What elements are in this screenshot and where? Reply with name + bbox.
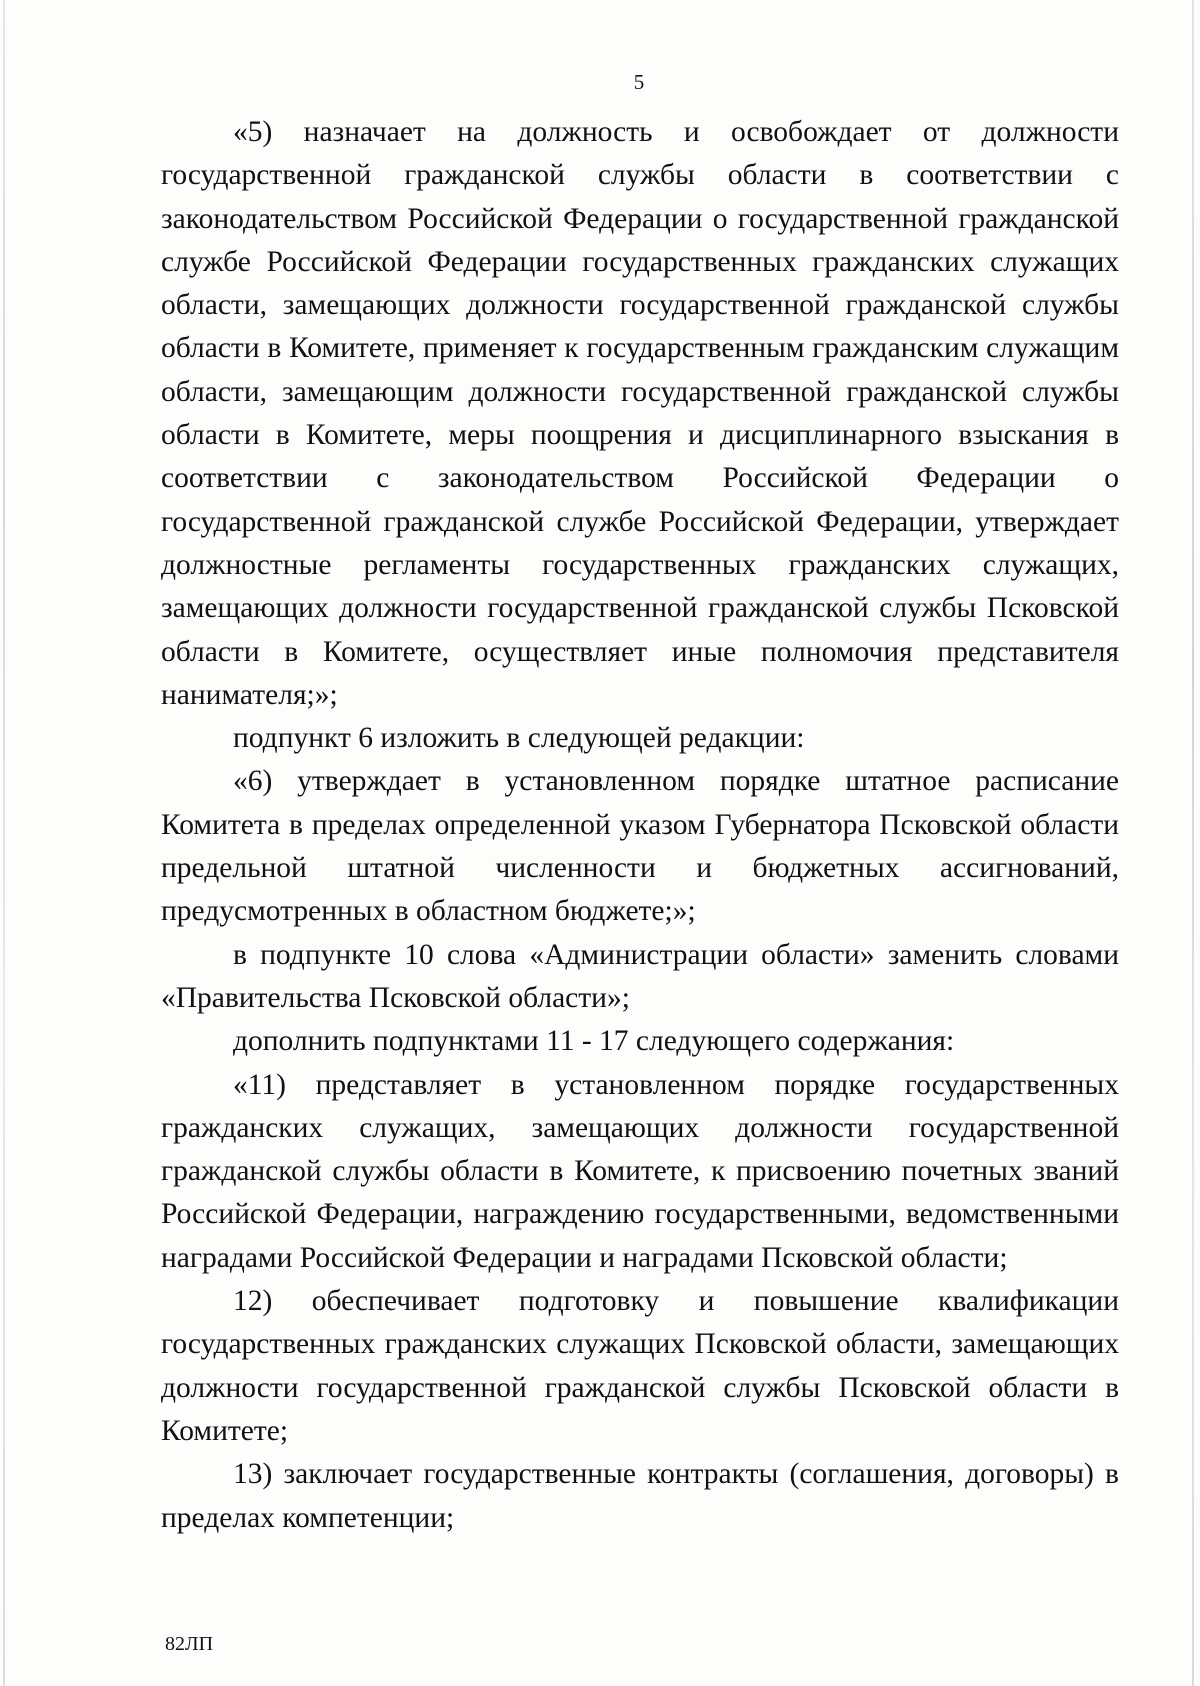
- page-number: 5: [633, 70, 645, 94]
- scan-edge-left: [3, 0, 5, 1686]
- document-body: [161, 111, 1119, 1540]
- paragraph-subitem-6: «6) утверждает в установленном порядке штатное расписание Комитета в пределах определенной указом Губернатора Псковской области предельной штатной численности и бюджетных ассигнований, предусмотренных в областном бюджете;»;: [161, 765, 1119, 928]
- paragraph-subitem-13: 13) заключает государственные контракты (соглашения, договоры) в пределах компетенции;: [161, 1458, 1119, 1534]
- paragraph-subitem-6-instruction: подпункт 6 изложить в следующей редакции:: [233, 722, 805, 755]
- footer-document-code: 82ЛП: [165, 1633, 214, 1655]
- paragraph-subitems-11-17-instruction: дополнить подпунктами 11 - 17 следующего содержания:: [233, 1025, 955, 1058]
- paragraph-subitem-5: «5) назначает на должность и освобождает от должности государственной гражданской службы области в соответствии с законодательством Российской Федерации о государственной гражданской службе Российской Федерации государственных гражданских служащих области, замещающих должности государственной гражданской службы области в Комитете, применяет к государственным гражданским служащим области, замещающим должности государственной гражданской службы области в Комитете, меры поощрения и дисциплинарного взыскания в соответствии с законодательством Российской Федерации о государственной гражданской службе Российской Федерации, утверждает должностные регламенты государственных гражданских служащих, замещающих должности государственной гражданской службы Псковской области в Комитете, осуществляет иные полномочия представителя нанимателя;»;: [161, 116, 1119, 711]
- paragraph-subitem-12: 12) обеспечивает подготовку и повышение квалификации государственных гражданских служащих Псковской области, замещающих должности государственной гражданской службы Псковской области в Комитете;: [161, 1285, 1119, 1447]
- paragraph-subitem-11: «11) представляет в установленном порядке государственных гражданских служащих, замещающих должности государственной гражданской службы области в Комитете, к присвоению почетных званий Российской Федерации, награждению государственными, ведомственными наградами Российской Федерации и наградами Псковской области;: [161, 1068, 1119, 1274]
- scan-edge-right: [1192, 0, 1194, 1686]
- paragraph-subitem-10-instruction: в подпункте 10 слова «Администрации области» заменить словами «Правительства Псковской области»;: [161, 938, 1119, 1014]
